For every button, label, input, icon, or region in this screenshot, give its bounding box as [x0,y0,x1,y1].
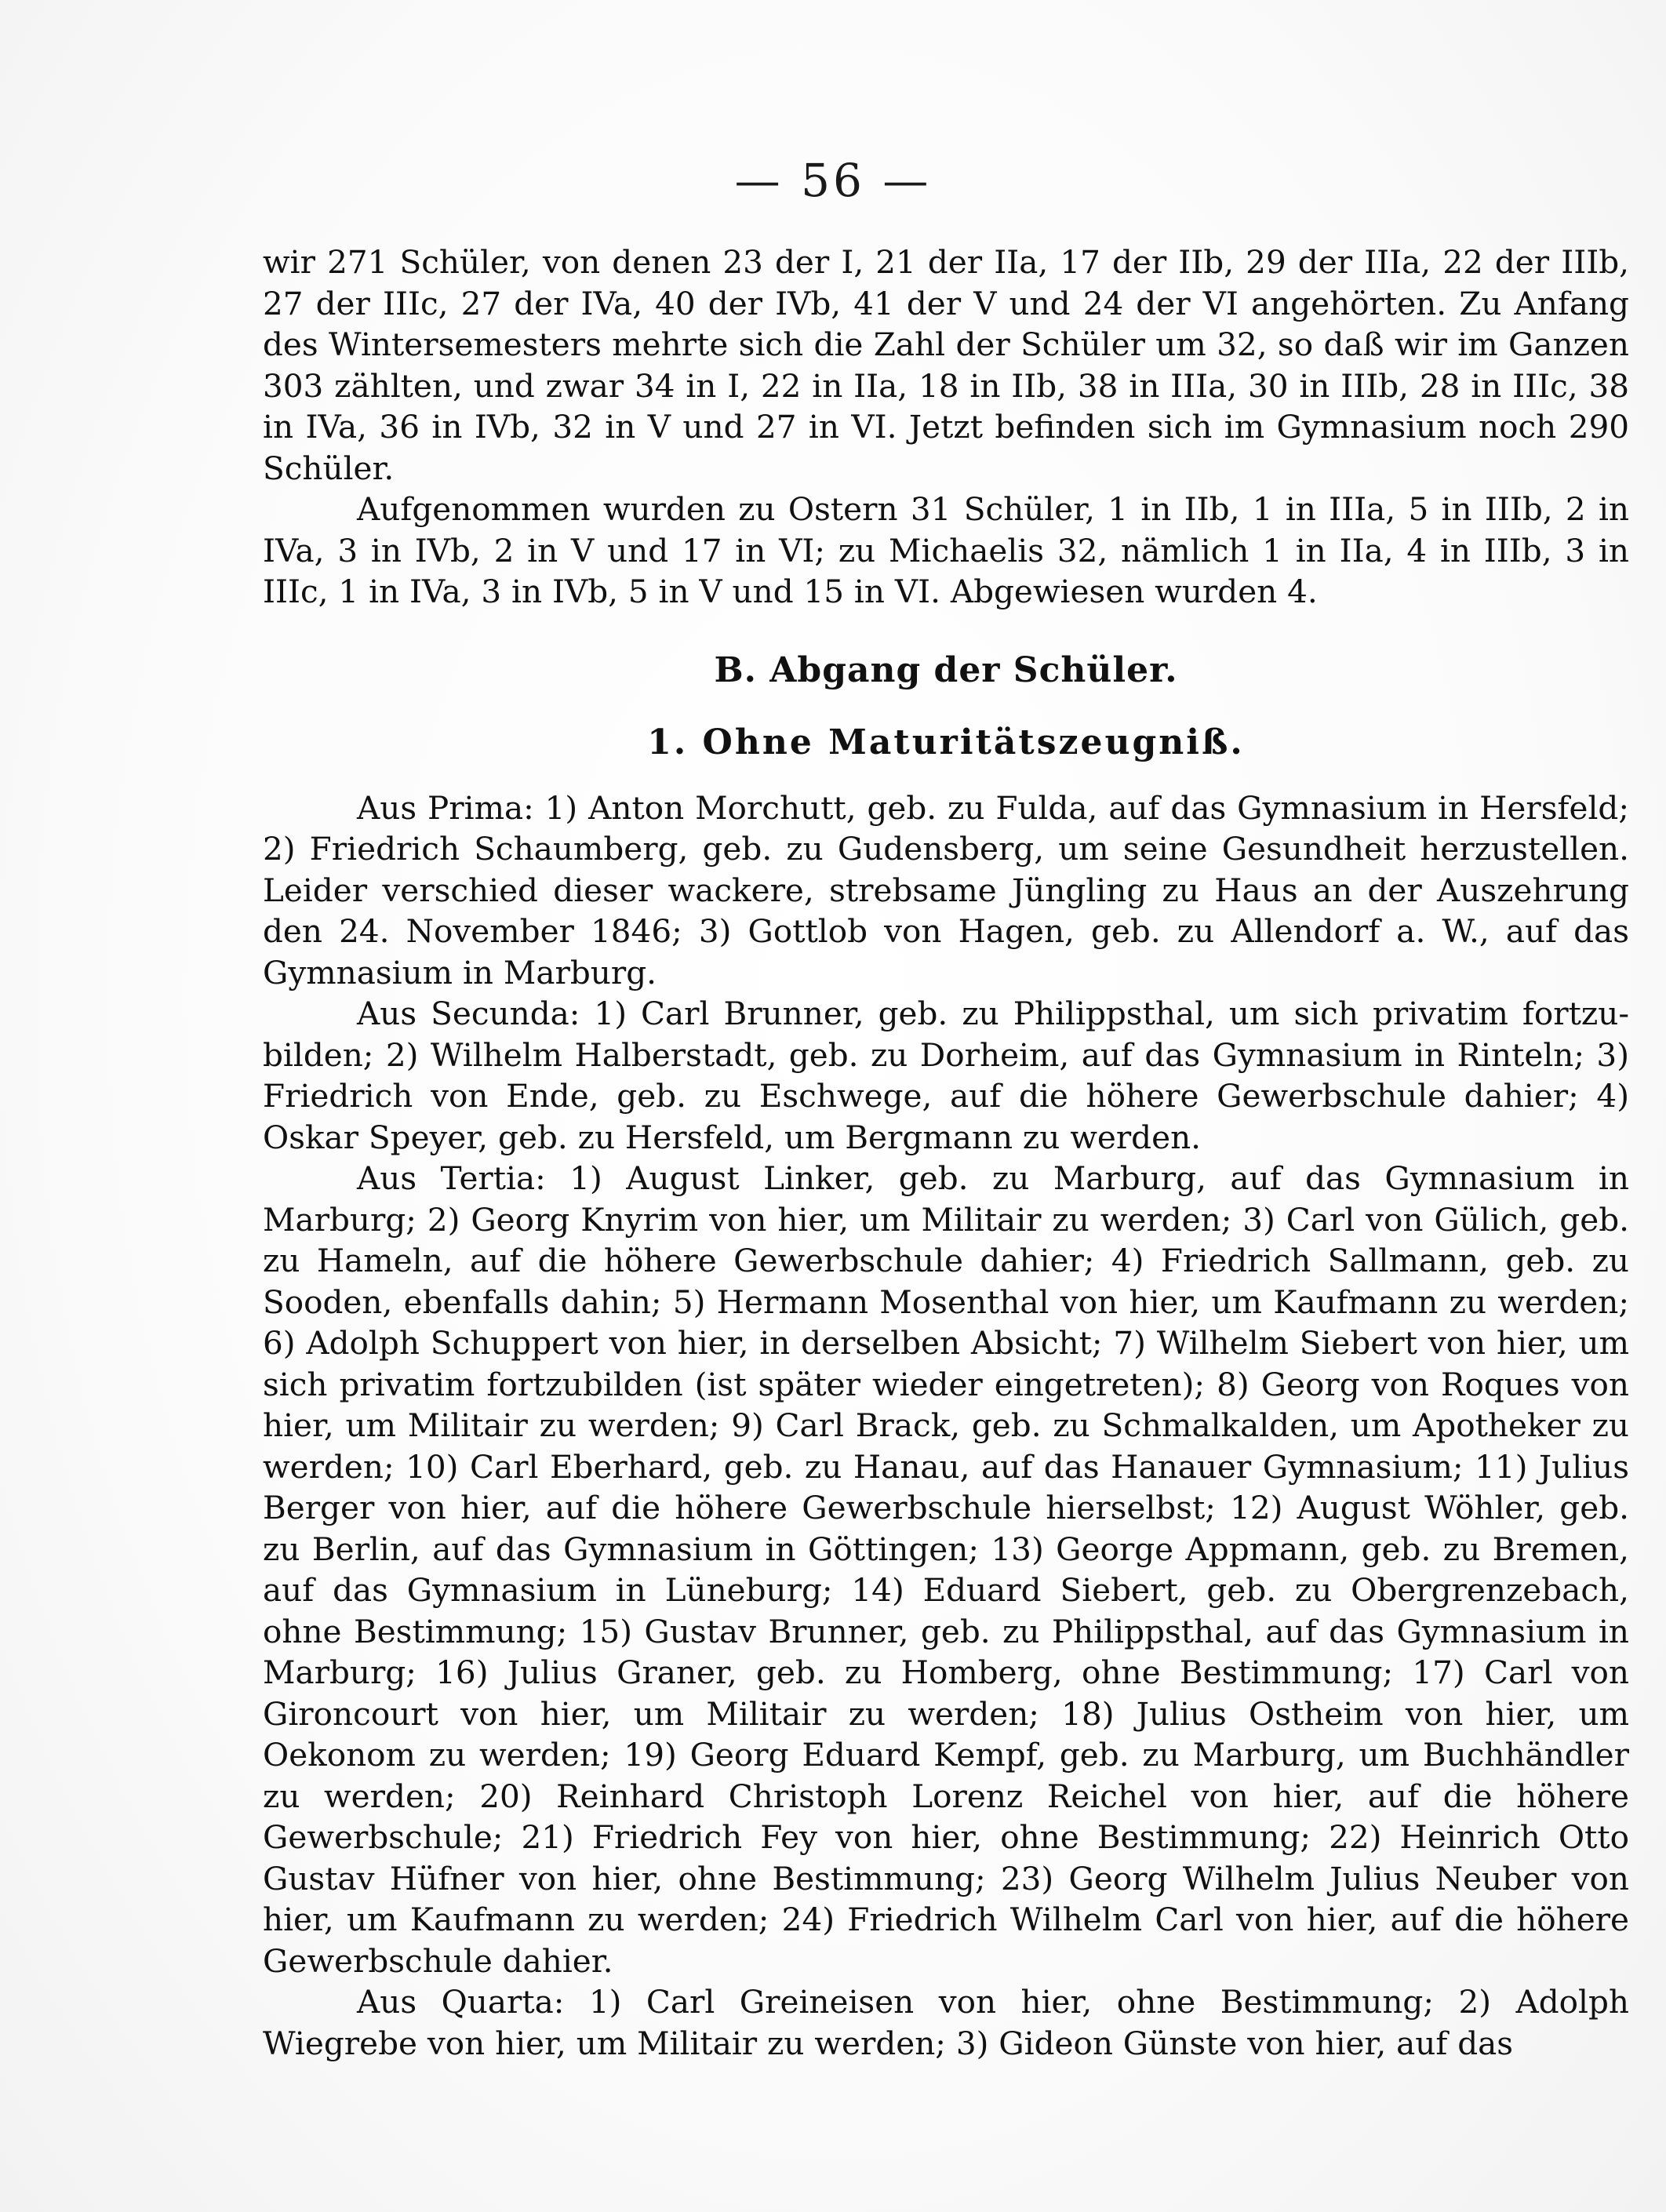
paragraph-aus-tertia: Aus Tertia: 1) August Linker, geb. zu Marburg, auf das Gymnasium in Marburg; 2) Georg Knyrim von hier, um Militair zu werden; 3) Carl von Gülich, geb. zu Hameln, auf die höhere Gewerbschule dahier; 4) Friedrich Sallmann, geb. zu Sooden, ebenfalls dahin; 5) Hermann Mosenthal von hier, um Kaufmann zu werden; 6) Adolph Schuppert von hier, in derselben Absicht; 7) Wilhelm Siebert von hier, um sich privatim fortzubilden (ist später wieder eingetreten); 8) Georg von Roques von hier, um Militair zu werden; 9) Carl Brack, geb. zu Schmalkalden, um Apotheker zu werden; 10) Carl Eberhard, geb. zu Hanau, auf das Hanauer Gymnasium; 11) Julius Berger von hier, auf die höhere Gewerbschule hierselbst; 12) August Wöhler, geb. zu Berlin, auf das Gymnasium in Göttingen; 13) George Appmann, geb. zu Bremen, auf das Gymnasium in Lüneburg; 14) Eduard Siebert, geb. zu Obergrenzebach, ohne Bestimmung; 15) Gustav Brunner, geb. zu Philippsthal, auf das Gymnasium in Marburg; 16) Julius Graner, geb. zu Homberg, ohne Bestimmung; 17) Carl von Gironcourt von hier, um Militair zu werden; 18) Julius Ostheim von hier, um Oekonom zu werden; 19) Georg Eduard Kempf, geb. zu Marburg, um Buchhändler zu werden; 20) Reinhard Christoph Lorenz Reichel von hier, auf die höhere Gewerbschule; 21) Friedrich Fey von hier, ohne Bestimmung; 22) Heinrich Otto Gustav Hüfner von hier, ohne Bestimmung; 23) Georg Wilhelm Julius Neuber von hier, um Kaufmann zu werden; 24) Friedrich Wilhelm Carl von hier, auf die höhere Gewerbschule dahier. [263,1159,1629,1980]
paragraph-enrollment-counts: wir 271 Schüler, von denen 23 der I, 21 der IIa, 17 der IIb, 29 der IIIa, 22 der IIIb, 27 der IIIc, 27 der IVa, 40 der IVb, 41 der V und 24 der VI angehörten. Zu Anfang des Wintersemesters mehrte sich die Zahl der Schüler um 32, so daß wir im Ganzen 303 zählten, und zwar 34 in I, 22 in IIa, 18 in IIb, 38 in IIIa, 30 in IIIb, 28 in IIIc, 38 in IVa, 36 in IVb, 32 in V und 27 in VI. Jetzt befinden sich im Gymnasium noch 290 Schüler. [263,243,1629,487]
page-number: — 56 — [734,154,932,207]
subsection-heading: 1. Ohne Maturitätszeugniß. [647,722,1245,762]
paragraph-admissions: Aufgenommen wurden zu Ostern 31 Schüler, 1 in IIb, 1 in IIIa, 5 in IIIb, 2 in IVa, 3 in IVb, 2 in V und 17 in VI; zu Michaelis 32, nämlich 1 in IIa, 4 in IIIb, 3 in IIIc, 1 in IVa, 3 in IVb, 5 in V und 15 in VI. Abgewiesen wurden 4. [263,490,1629,610]
paragraph-aus-prima: Aus Prima: 1) Anton Morchutt, geb. zu Fulda, auf das Gymnasium in Hersfeld; 2) Friedrich Schaumberg, geb. zu Gudensberg, um seine Gesundheit herzustellen. Leider verschied dieser wackere, strebsame Jüngling zu Haus an der Auszehrung den 24. November 1846; 3) Gottlob von Hagen, geb. zu Allendorf a. W., auf das Gymnasium in Marburg. [263,788,1629,991]
paragraph-aus-secunda: Aus Secunda: 1) Carl Brunner, geb. zu Philippsthal, um sich privatim fortzubilden; 2) Wilhelm Halberstadt, geb. zu Dorheim, auf das Gymnasium in Rinteln; 3) Friedrich von Ende, geb. zu Eschwege, auf die höhere Gewerbschule dahier; 4) Oskar Speyer, geb. zu Hersfeld, um Bergmann zu werden. [263,995,1629,1156]
body-text [263,242,1629,2064]
paragraph-aus-quarta: Aus Quarta: 1) Carl Greineisen von hier, ohne Bestimmung; 2) Adolph Wiegrebe von hier, um Militair zu werden; 3) Gideon Günste von hier, auf das [263,1983,1629,2062]
section-heading: B. Abgang der Schüler. [714,649,1178,690]
